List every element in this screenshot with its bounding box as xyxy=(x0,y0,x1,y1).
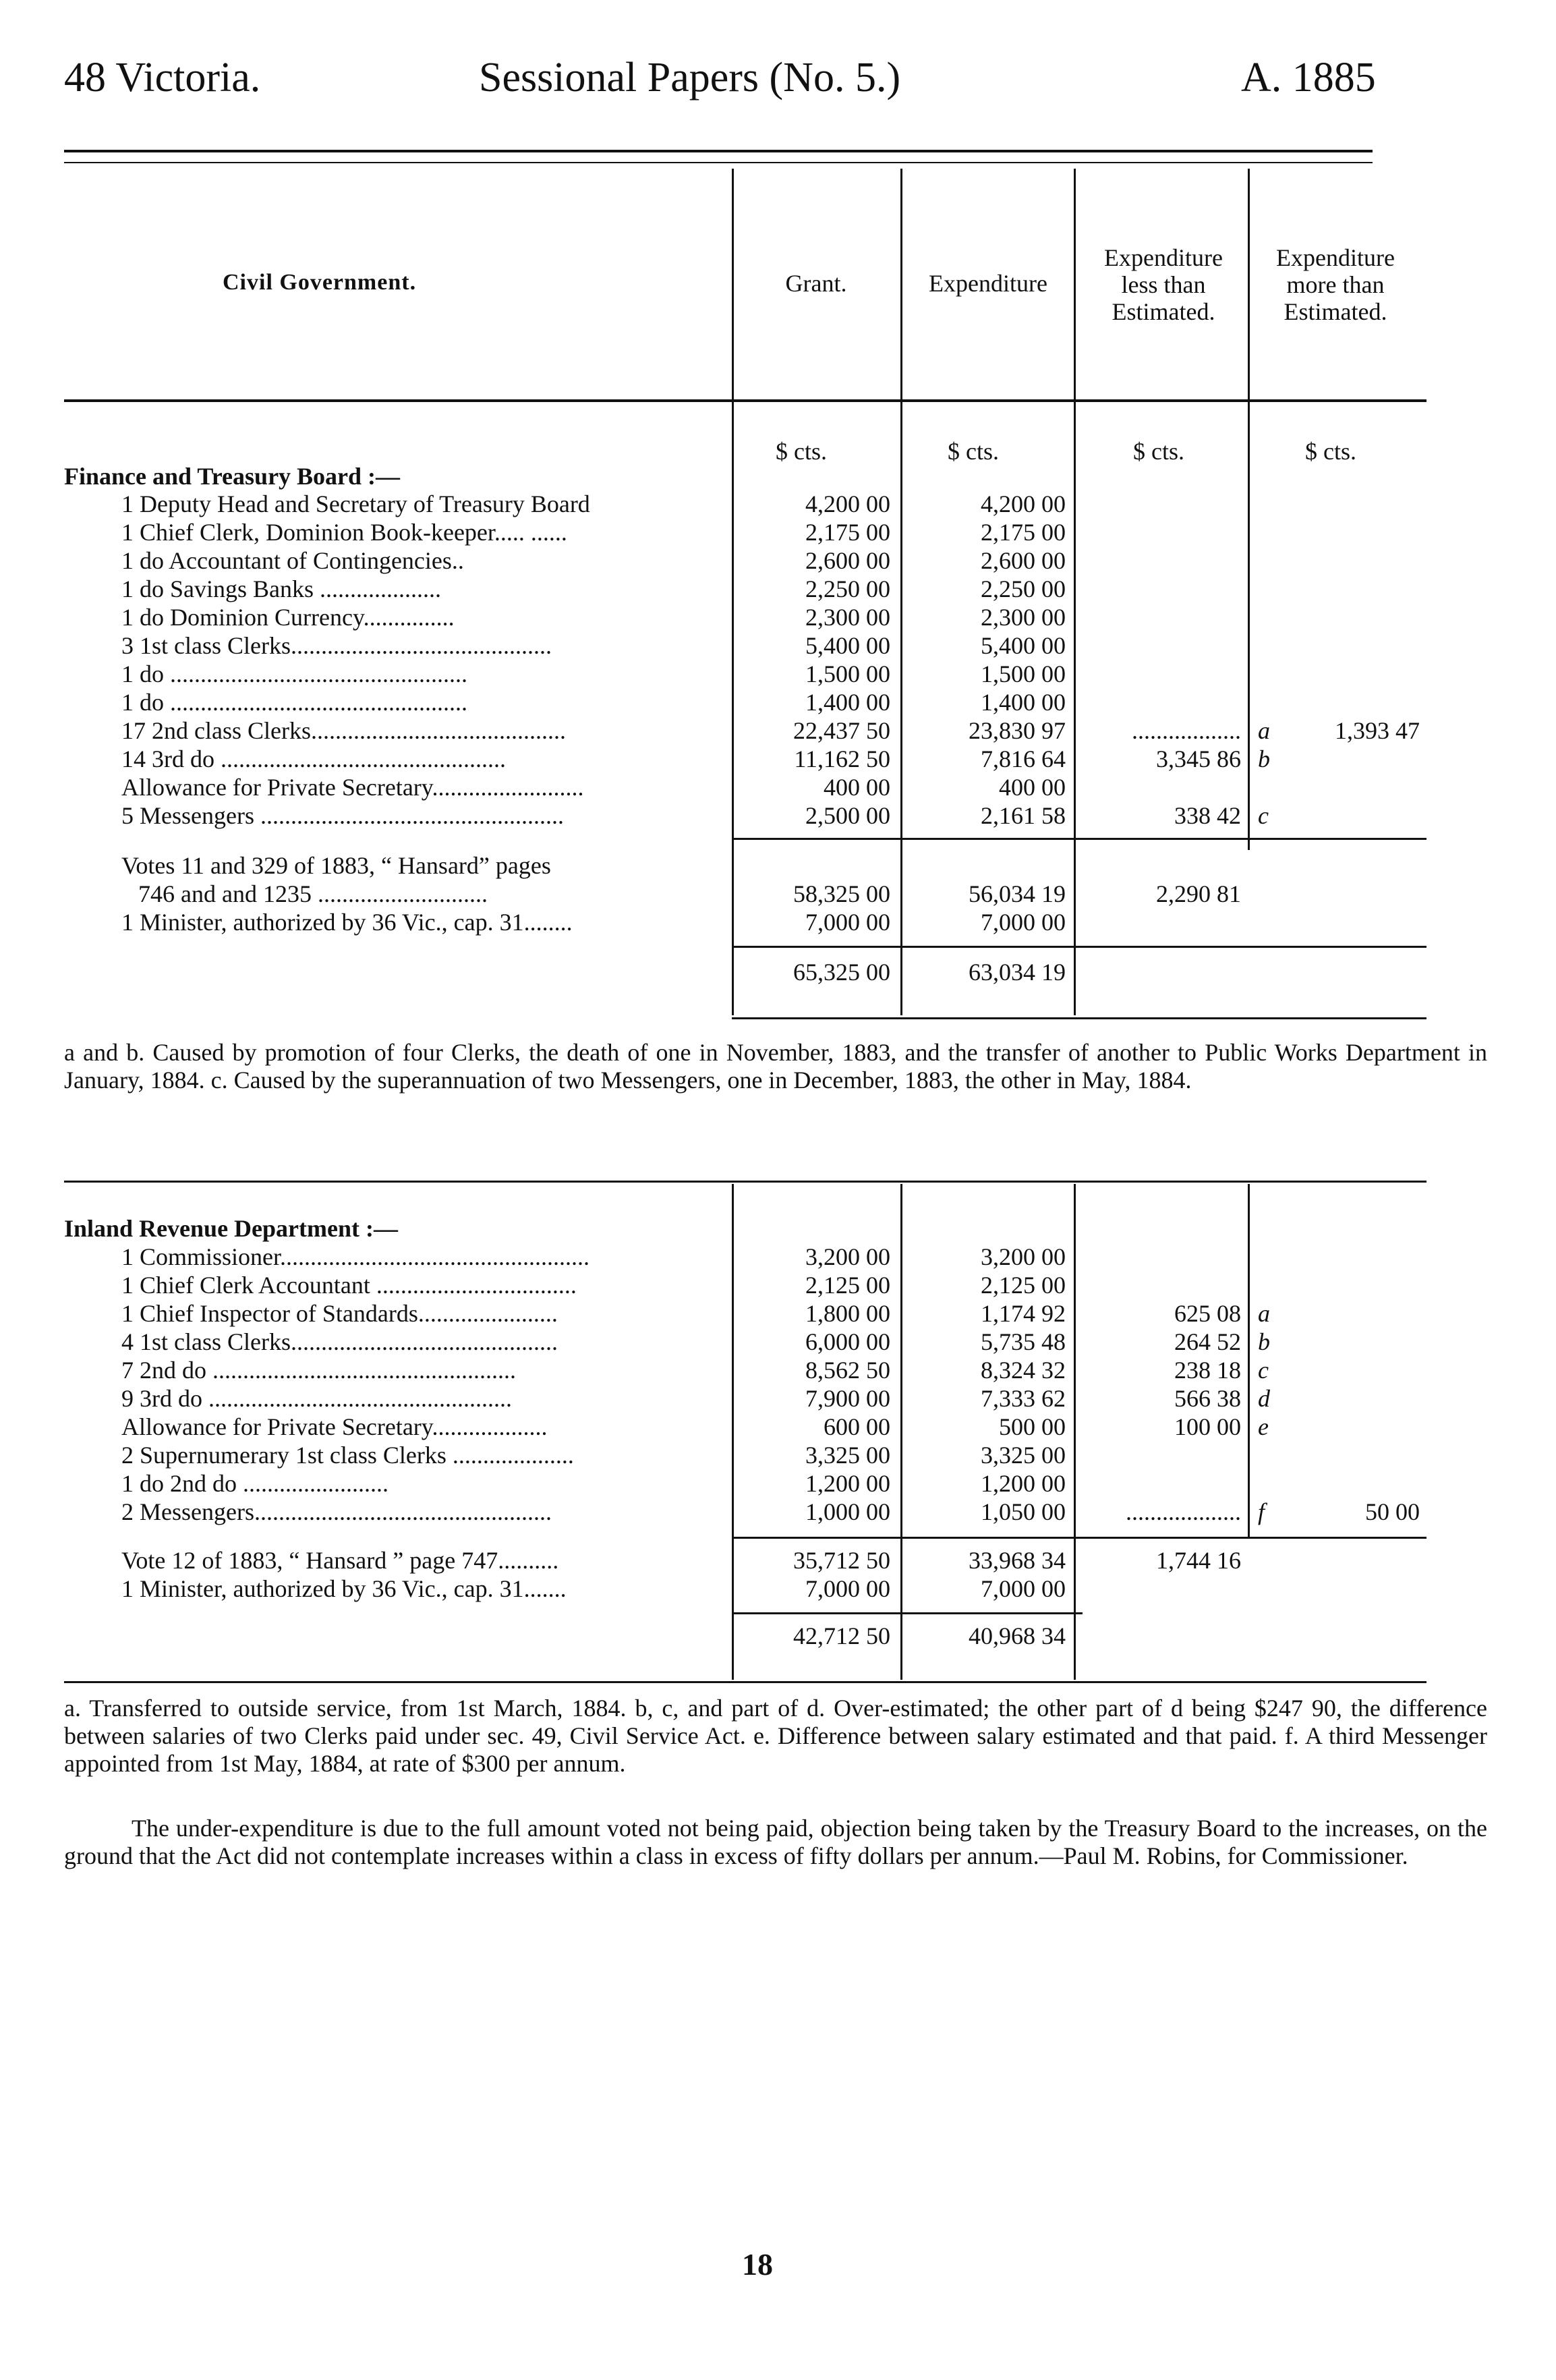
table-row xyxy=(0,1413,1556,1441)
row-grant: 400 00 xyxy=(824,774,890,801)
header-right: A. 1885 xyxy=(1241,55,1376,101)
col-more-line3: Estimated. xyxy=(1284,298,1387,325)
row-grant: 2,175 00 xyxy=(805,519,890,546)
row-expenditure: 23,830 97 xyxy=(969,717,1066,744)
row-less: 264 52 xyxy=(1174,1328,1241,1355)
table-row xyxy=(0,688,1556,716)
row-grant: 8,562 50 xyxy=(805,1357,890,1384)
row-expenditure: 1,174 92 xyxy=(981,1300,1066,1327)
row-grant: 5,400 00 xyxy=(805,632,890,659)
row-grant: 2,500 00 xyxy=(805,802,890,829)
row-note: c xyxy=(1258,1357,1269,1384)
section-title: Civil Government. xyxy=(223,270,417,295)
inland-total-row xyxy=(0,1622,1556,1650)
row-label: 5 Messengers .................................................. xyxy=(121,802,564,829)
row-expenditure: 400 00 xyxy=(999,774,1066,801)
table-row xyxy=(0,660,1556,688)
table-row xyxy=(0,1384,1556,1413)
row-label: 4 1st class Clerks............................................ xyxy=(121,1328,558,1355)
row-expenditure: 1,050 00 xyxy=(981,1498,1066,1525)
row-label: 2 Messengers................................................. xyxy=(121,1498,552,1525)
finance-total-row xyxy=(0,958,1556,986)
finance-footnote: a and b. Caused by promotion of four Clerks, the death of one in November, 1883, and the transfer of another to Public Works Department in January, 1884. c. Caused by the superannuation of two Messengers, one in December, 1883, the other in May, 1884. xyxy=(64,1039,1487,1094)
inland-subtotal-rule xyxy=(732,1537,1427,1539)
table-row xyxy=(0,801,1556,830)
row-label: 1 do Accountant of Contingencies.. xyxy=(121,547,464,574)
row-label: 1 Deputy Head and Secretary of Treasury Board xyxy=(121,490,590,517)
row-less: 625 08 xyxy=(1174,1300,1241,1327)
finance-section-title: Finance and Treasury Board :— xyxy=(64,463,401,490)
minister-expenditure: 7,000 00 xyxy=(981,1575,1066,1602)
minister-label: 1 Minister, authorized by 36 Vic., cap. 31....... xyxy=(121,1575,567,1602)
row-note: b xyxy=(1258,745,1270,772)
row-grant: 1,000 00 xyxy=(805,1498,890,1525)
finance-total-grant: 65,325 00 xyxy=(793,959,890,986)
row-label: 9 3rd do .................................................. xyxy=(121,1385,512,1412)
row-label: 1 do Dominion Currency............... xyxy=(121,604,455,631)
row-expenditure: 2,125 00 xyxy=(981,1272,1066,1299)
row-label: 7 2nd do .................................................. xyxy=(121,1357,516,1384)
table-row xyxy=(0,1498,1556,1526)
finance-total-rule xyxy=(732,946,1427,948)
row-expenditure: 1,200 00 xyxy=(981,1470,1066,1497)
units-grant: $ cts. xyxy=(776,438,827,465)
row-expenditure: 8,324 32 xyxy=(981,1357,1066,1384)
row-label: 1 Chief Clerk Accountant ................................. xyxy=(121,1272,577,1299)
row-label: 17 2nd class Clerks.......................................... xyxy=(121,717,566,744)
header-left: 48 Victoria. xyxy=(64,55,261,101)
units-more: $ cts. xyxy=(1305,438,1356,465)
finance-total-expenditure: 63,034 19 xyxy=(969,959,1066,986)
row-label: 1 do ................................................. xyxy=(121,689,467,716)
row-less: .................. xyxy=(1132,717,1241,744)
table-row xyxy=(0,603,1556,631)
header-rule-top xyxy=(64,150,1373,152)
table-row xyxy=(0,773,1556,801)
row-expenditure: 500 00 xyxy=(999,1413,1066,1440)
table-row xyxy=(0,546,1556,575)
row-grant: 6,000 00 xyxy=(805,1328,890,1355)
row-grant: 1,800 00 xyxy=(805,1300,890,1327)
row-expenditure: 3,325 00 xyxy=(981,1442,1066,1469)
col-more-line1: Expenditure xyxy=(1276,244,1395,271)
row-expenditure: 2,175 00 xyxy=(981,519,1066,546)
row-grant: 1,200 00 xyxy=(805,1470,890,1497)
table-row xyxy=(0,1299,1556,1328)
vote-grant: 35,712 50 xyxy=(793,1547,890,1574)
votes-row xyxy=(0,851,1556,880)
row-grant: 1,500 00 xyxy=(805,660,890,687)
header-rule-bottom xyxy=(64,162,1373,163)
row-less: 566 38 xyxy=(1174,1385,1241,1412)
inland-total-rule xyxy=(732,1612,1083,1614)
row-label: 14 3rd do ............................................... xyxy=(121,745,506,772)
inland-vote-row xyxy=(0,1546,1556,1575)
row-grant: 2,125 00 xyxy=(805,1272,890,1299)
votes-less: 2,290 81 xyxy=(1156,880,1241,907)
table-row xyxy=(0,1243,1556,1271)
row-expenditure: 3,200 00 xyxy=(981,1243,1066,1270)
row-grant: 2,300 00 xyxy=(805,604,890,631)
row-expenditure: 5,735 48 xyxy=(981,1328,1066,1355)
row-expenditure: 2,161 58 xyxy=(981,802,1066,829)
table-row xyxy=(0,745,1556,773)
minister-label: 1 Minister, authorized by 36 Vic., cap. 31........ xyxy=(121,909,573,936)
table-row xyxy=(0,1441,1556,1469)
column-header-rule xyxy=(64,399,1427,402)
votes-label-line2: 746 and and 1235 ............................ xyxy=(138,880,488,907)
col-grant-header: Grant. xyxy=(785,270,847,297)
col-less-header xyxy=(1076,244,1251,325)
row-less: 238 18 xyxy=(1174,1357,1241,1384)
header-center: Sessional Papers (No. 5.) xyxy=(479,55,901,101)
inland-footnote-2: The under-expenditure is due to the full amount voted not being paid, objection being taken by the Treasury Board to the increases, on the ground that the Act did not contemplate increases within a class in excess of fifty dollars per annum.—Paul M. Robins, for Commissioner. xyxy=(64,1815,1487,1869)
row-expenditure: 4,200 00 xyxy=(981,490,1066,517)
row-label: 1 Chief Clerk, Dominion Book-keeper..... ...... xyxy=(121,519,567,546)
row-label: 1 Commissioner................................................... xyxy=(121,1243,590,1270)
votes-label-line1: Votes 11 and 329 of 1883, “ Hansard” pages xyxy=(121,852,551,879)
row-grant: 2,600 00 xyxy=(805,547,890,574)
table-row xyxy=(0,575,1556,603)
row-grant: 3,200 00 xyxy=(805,1243,890,1270)
row-grant: 11,162 50 xyxy=(794,745,890,772)
row-expenditure: 7,333 62 xyxy=(981,1385,1066,1412)
row-label: 1 do Savings Banks .................... xyxy=(121,575,442,602)
col-more-header xyxy=(1248,244,1423,325)
table-row xyxy=(0,1271,1556,1299)
row-less: ................... xyxy=(1126,1498,1241,1525)
row-note: a xyxy=(1258,717,1270,744)
minister-grant: 7,000 00 xyxy=(805,1575,890,1602)
row-label: 1 do ................................................. xyxy=(121,660,467,687)
inland-total-grant: 42,712 50 xyxy=(793,1622,890,1649)
minister-expenditure: 7,000 00 xyxy=(981,909,1066,936)
col-more-line2: more than xyxy=(1286,271,1385,298)
table-row xyxy=(0,1356,1556,1384)
row-grant: 1,400 00 xyxy=(805,689,890,716)
inland-section-title: Inland Revenue Department :— xyxy=(64,1215,398,1242)
row-note: d xyxy=(1258,1385,1270,1412)
row-note: c xyxy=(1258,802,1269,829)
row-expenditure: 1,400 00 xyxy=(981,689,1066,716)
col-expenditure-header: Expenditure xyxy=(929,270,1047,297)
row-more: 1,393 47 xyxy=(1335,717,1420,744)
row-grant: 7,900 00 xyxy=(805,1385,890,1412)
minister-row xyxy=(0,908,1556,936)
units-less: $ cts. xyxy=(1133,438,1184,465)
units-expenditure: $ cts. xyxy=(948,438,999,465)
vote-less: 1,744 16 xyxy=(1156,1547,1241,1574)
row-label: 2 Supernumerary 1st class Clerks .................... xyxy=(121,1442,574,1469)
table-row xyxy=(0,518,1556,546)
table-row xyxy=(0,716,1556,745)
row-expenditure: 1,500 00 xyxy=(981,660,1066,687)
table-row xyxy=(0,1328,1556,1356)
col-less-line2: less than xyxy=(1121,271,1206,298)
votes-row-2 xyxy=(0,880,1556,908)
table-row xyxy=(0,631,1556,660)
row-grant: 2,250 00 xyxy=(805,575,890,602)
inland-minister-row xyxy=(0,1575,1556,1603)
table-row xyxy=(0,1469,1556,1498)
vote-label: Vote 12 of 1883, “ Hansard ” page 747.......... xyxy=(121,1547,559,1574)
row-label: 1 do 2nd do ........................ xyxy=(121,1470,388,1497)
inland-top-rule xyxy=(64,1181,1427,1183)
row-note: e xyxy=(1258,1413,1269,1440)
row-expenditure: 2,300 00 xyxy=(981,604,1066,631)
row-note: f xyxy=(1258,1498,1265,1525)
votes-grant: 58,325 00 xyxy=(793,880,890,907)
row-expenditure: 5,400 00 xyxy=(981,632,1066,659)
row-grant: 3,325 00 xyxy=(805,1442,890,1469)
row-less: 100 00 xyxy=(1174,1413,1241,1440)
row-label: 1 Chief Inspector of Standards....................... xyxy=(121,1300,558,1327)
minister-grant: 7,000 00 xyxy=(805,909,890,936)
row-grant: 22,437 50 xyxy=(793,717,890,744)
row-less: 3,345 86 xyxy=(1156,745,1241,772)
row-grant: 4,200 00 xyxy=(805,490,890,517)
finance-subtotal-rule xyxy=(732,838,1427,840)
row-label: Allowance for Private Secretary......................... xyxy=(121,774,584,801)
row-label: 3 1st class Clerks........................................... xyxy=(121,632,552,659)
page-number: 18 xyxy=(742,2247,773,2282)
votes-expenditure: 56,034 19 xyxy=(969,880,1066,907)
finance-bottom-rule xyxy=(732,1017,1427,1019)
inland-footnote-1: a. Transferred to outside service, from 1st March, 1884. b, c, and part of d. Over-estimated; the other part of d being $247 90, the difference between salaries of two Clerks paid under sec. 49, Civil Service Act. e. Difference between salary estimated and that paid. f. A third Messenger appointed from 1st May, 1884, at rate of $300 per annum. xyxy=(64,1695,1487,1777)
row-note: b xyxy=(1258,1328,1270,1355)
row-less: 338 42 xyxy=(1174,802,1241,829)
row-grant: 600 00 xyxy=(824,1413,890,1440)
col-less-line1: Expenditure xyxy=(1104,244,1223,271)
row-expenditure: 2,600 00 xyxy=(981,547,1066,574)
col-less-line3: Estimated. xyxy=(1112,298,1215,325)
inland-bottom-rule xyxy=(64,1681,1427,1683)
table-row xyxy=(0,490,1556,518)
row-more: 50 00 xyxy=(1365,1498,1420,1525)
row-label: Allowance for Private Secretary................... xyxy=(121,1413,548,1440)
row-note: a xyxy=(1258,1300,1270,1327)
vote-expenditure: 33,968 34 xyxy=(969,1547,1066,1574)
row-expenditure: 7,816 64 xyxy=(981,745,1066,772)
row-expenditure: 2,250 00 xyxy=(981,575,1066,602)
inland-total-expenditure: 40,968 34 xyxy=(969,1622,1066,1649)
